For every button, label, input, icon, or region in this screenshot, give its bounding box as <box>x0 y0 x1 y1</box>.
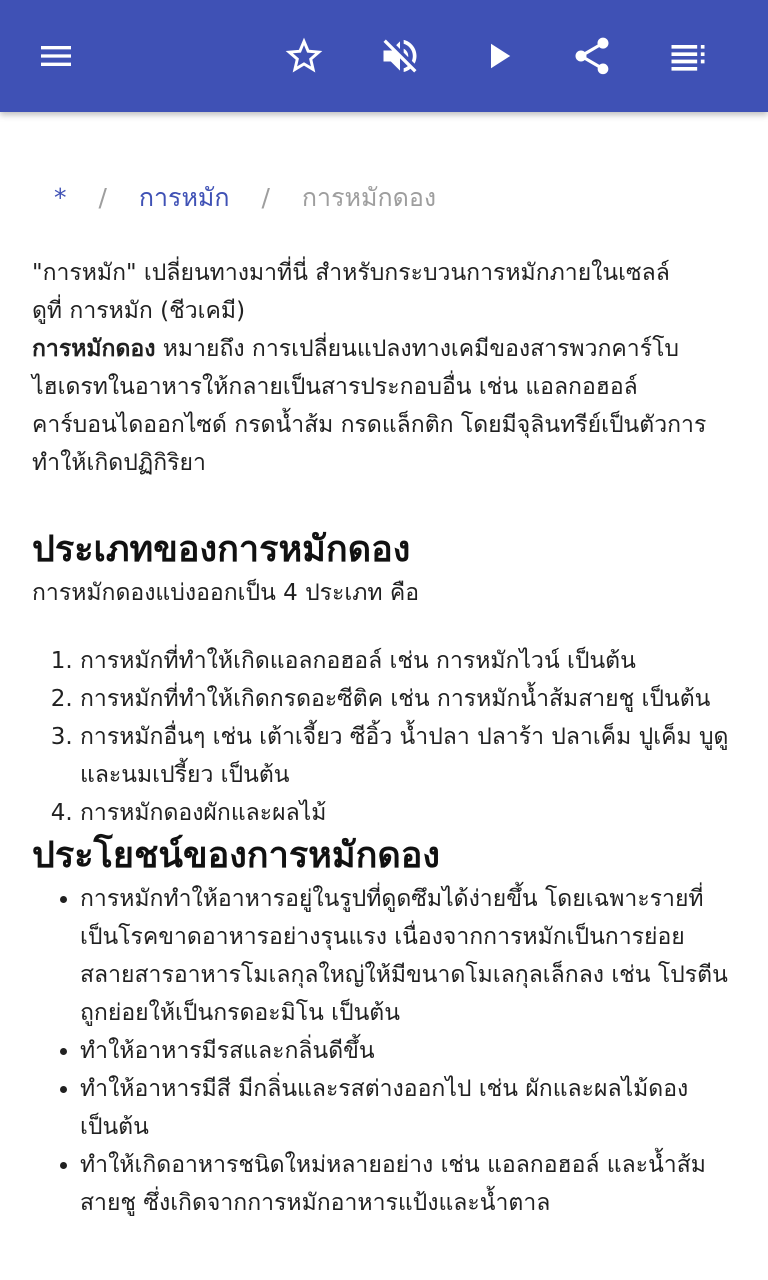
breadcrumb-separator: / <box>98 183 107 212</box>
menu-button[interactable] <box>26 26 86 86</box>
list-item: 1. การหมักที่ทำให้เกิดแอลกอฮอล์ เช่น การหมักไวน์ เป็นต้น <box>80 642 732 680</box>
definition-term: การหมักดอง <box>32 336 156 362</box>
app-bar <box>0 0 768 112</box>
list-item: 2. การหมักที่ทำให้เกิดกรดอะซีติค เช่น การหมักน้ำส้มสายชู เป็นต้น <box>80 680 732 718</box>
redirect-note: "การหมัก" เปลี่ยนทางมาที่นี่ สำหรับกระบวนการหมักภายในเซลล์ <box>32 260 670 286</box>
play-icon <box>477 35 519 77</box>
definition-paragraph <box>32 330 732 482</box>
share-button[interactable] <box>562 26 622 86</box>
breadcrumb-root-link[interactable]: * <box>54 183 67 212</box>
breadcrumb-parent-link[interactable]: การหมัก <box>138 183 230 212</box>
mute-button[interactable] <box>370 26 430 86</box>
breadcrumb-current: การหมักดอง <box>301 183 437 212</box>
playlist-icon <box>666 34 710 78</box>
list-item: • ทำให้อาหารมีรสและกลิ่นดีขึ้น <box>80 1032 732 1070</box>
benefits-heading: ประโยชน์ของการหมักดอง <box>32 835 440 876</box>
redirect-see-also[interactable]: ดูที่ การหมัก (ชีวเคมี) <box>32 298 246 324</box>
list-item: • ทำให้เกิดอาหารชนิดใหม่หลายอย่าง เช่น แอลกอฮอล์ และน้ำส้มสายชู ซึ่งเกิดจากการหมักอาหารแป้งและน้ำตาล <box>80 1146 732 1222</box>
list-item: • การหมักทำให้อาหารอยู่ในรูปที่ดูดซึมได้ง่ายขึ้น โดยเฉพาะรายที่เป็นโรคขาดอาหารอย่างรุนแรง เนื่องจากการหมักเป็นการย่อยสลายสารอาหารโมเลกุลใหญ่ให้มีขนาดโมเลกุลเล็กลง เช่น โปรตีน ถูกย่อยให้เป็นกรดอะมิโน เป็นต้น <box>80 880 732 1032</box>
share-icon <box>570 34 614 78</box>
list-item: 4. การหมักดองผักและผลไม้ <box>80 794 732 832</box>
types-heading: ประเภทของการหมักดอง <box>32 529 411 570</box>
list-item: • ทำให้อาหารมีสี มีกลิ่นและรสต่างออกไป เช่น ผักและผลไม้ดอง เป็นต้น <box>80 1070 732 1146</box>
page-content <box>0 112 768 1280</box>
volume-off-icon <box>378 34 422 78</box>
list-item: 3. การหมักอื่นๆ เช่น เต้าเจี้ยว ซีอิ้ว น้ำปลา ปลาร้า ปลาเค็ม ปูเค็ม บูดู และนมเปรี้ยว เป็นต้น <box>80 718 732 794</box>
benefits-list <box>32 880 732 1222</box>
contents-button[interactable] <box>658 26 718 86</box>
breadcrumb <box>54 180 436 216</box>
types-list <box>32 642 732 832</box>
star-outline-icon <box>282 34 326 78</box>
play-button[interactable] <box>468 26 528 86</box>
types-intro: การหมักดองแบ่งออกเป็น 4 ประเภท คือ <box>32 580 420 606</box>
menu-icon <box>36 36 76 76</box>
breadcrumb-separator: / <box>261 183 270 212</box>
article-body <box>32 254 732 1222</box>
definition-text: หมายถึง การเปลี่ยนแปลงทางเคมีของสารพวกคาร์โบไฮเดรทในอาหารให้กลายเป็นสารประกอบอื่น เช่น แอลกอฮอล์ คาร์บอนไดออกไซด์ กรดน้ำส้ม กรดแล็กติก โดยมีจุลินทรีย์เป็นตัวการทำให้เกิดปฏิกิริยา <box>32 336 707 476</box>
favorite-button[interactable] <box>274 26 334 86</box>
